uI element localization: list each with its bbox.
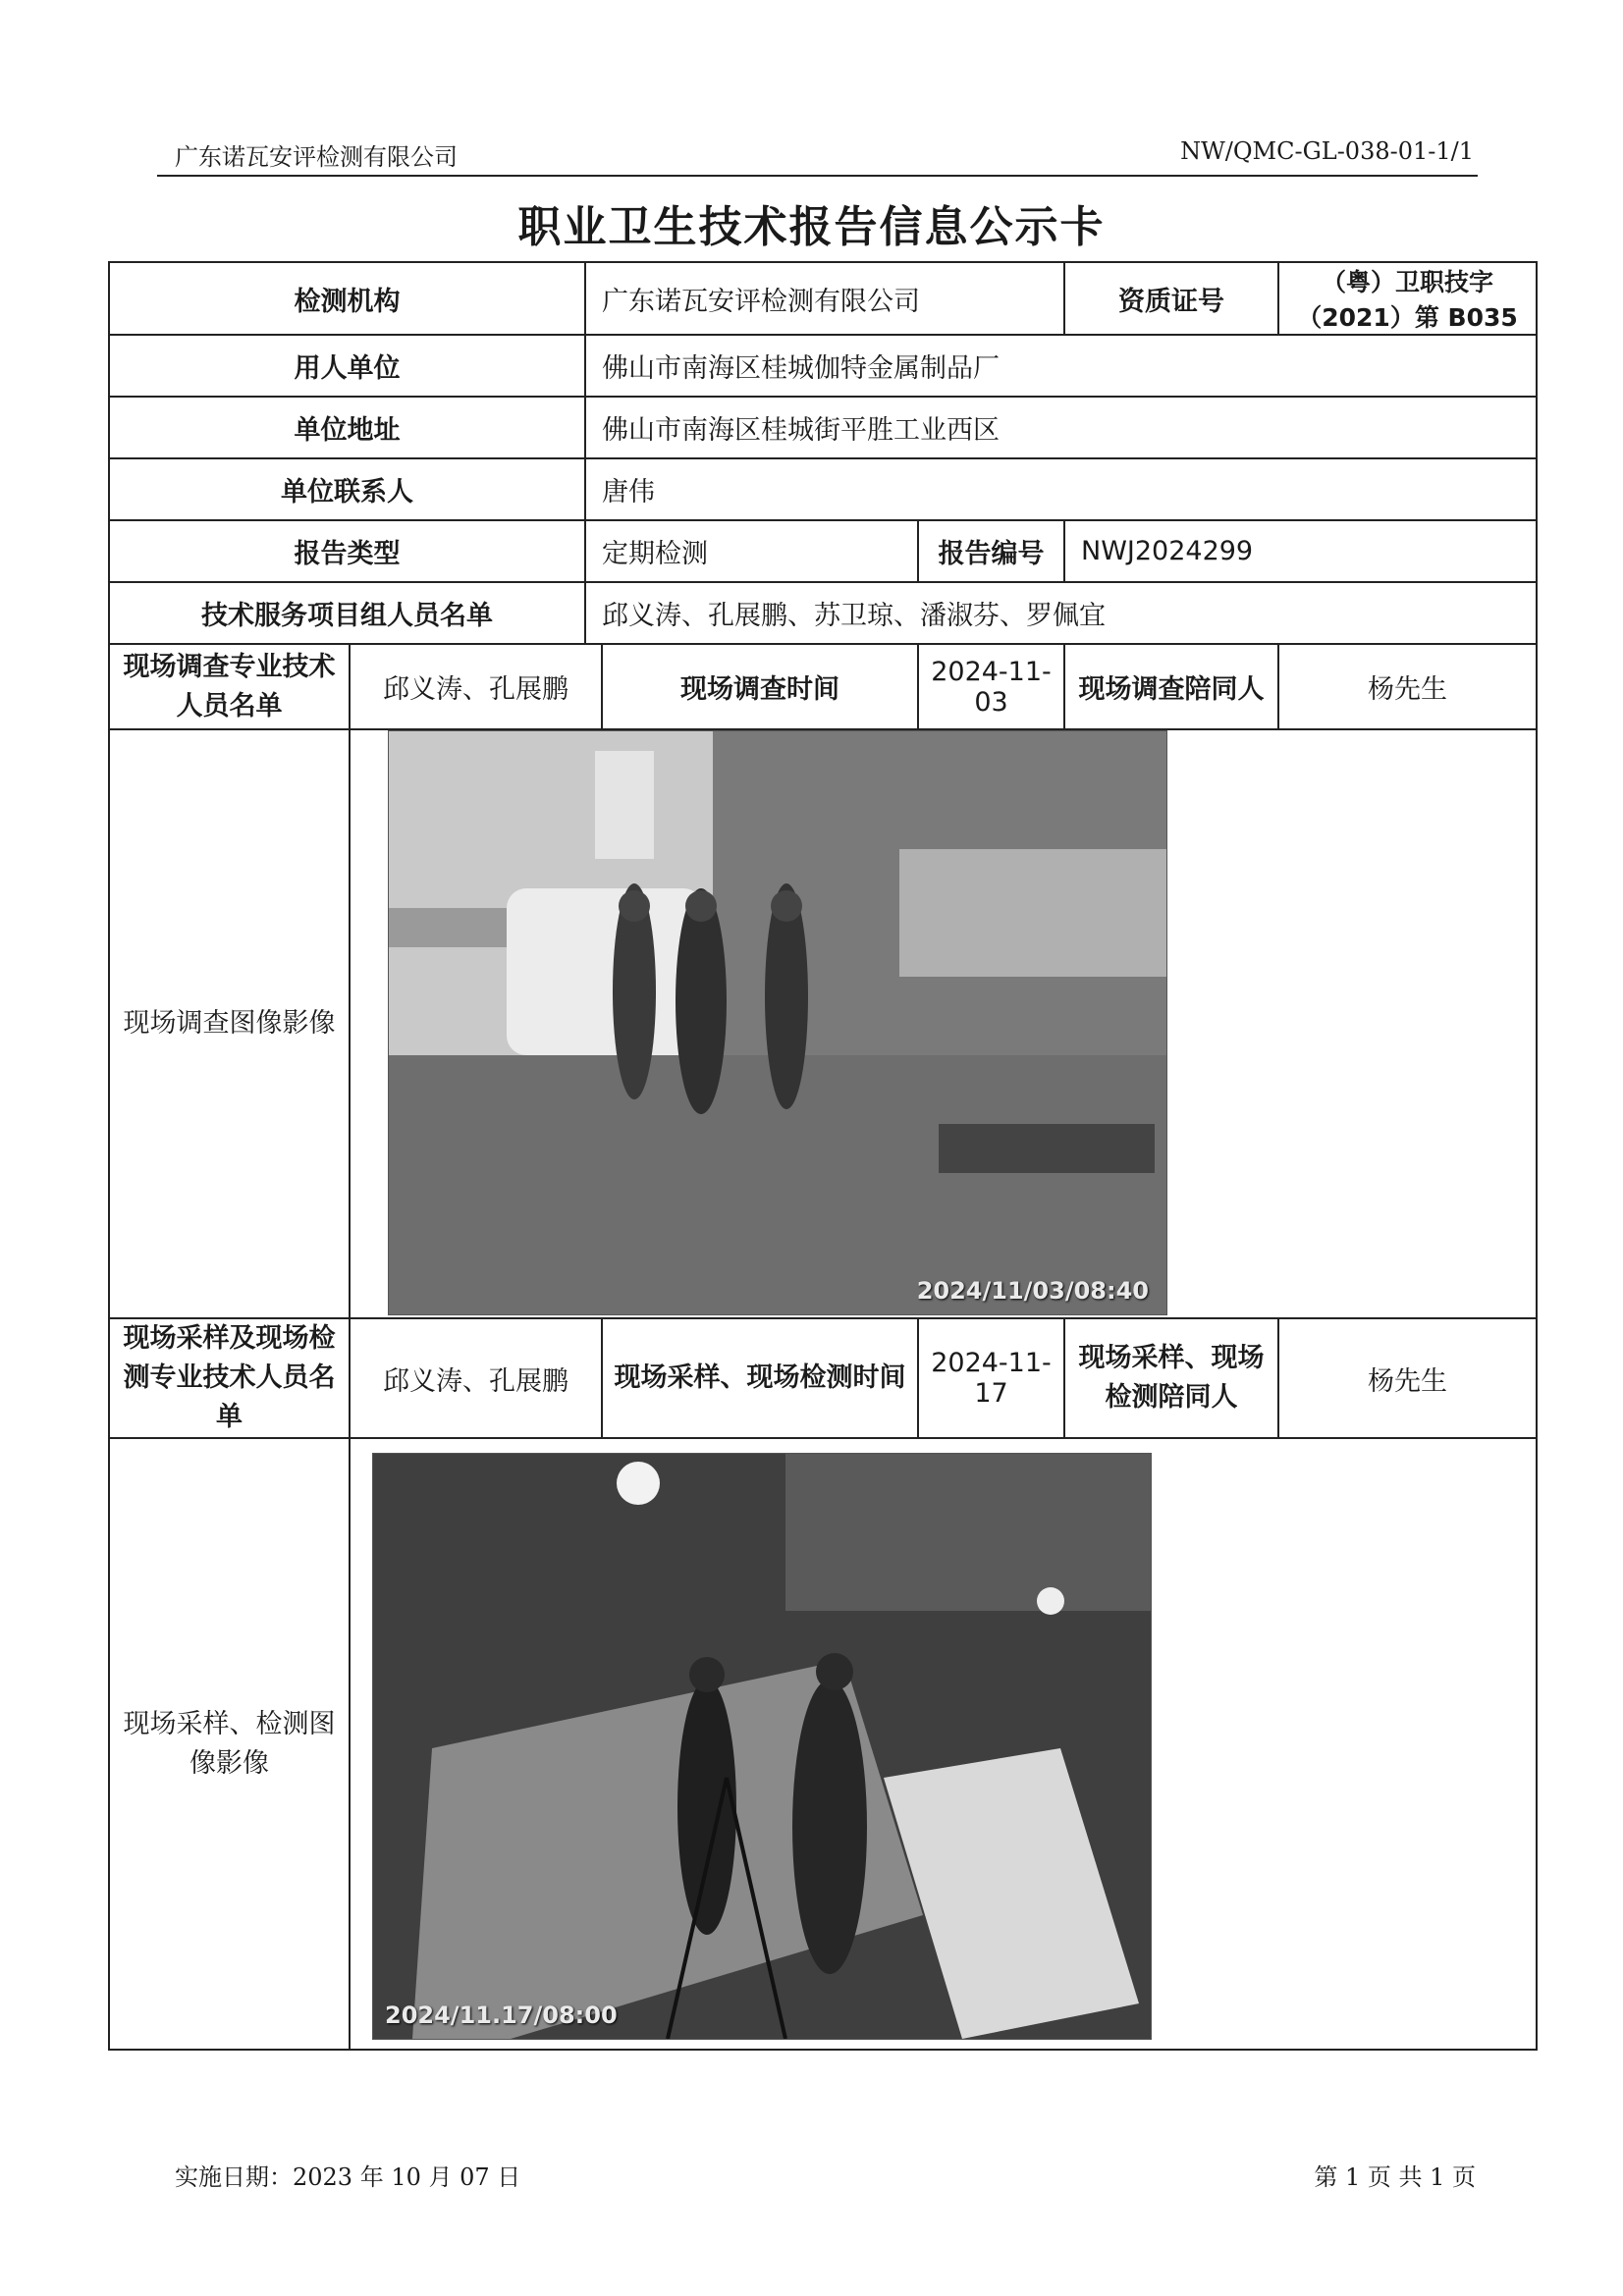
row-team [109, 582, 1537, 644]
sampling-escort-label: 现场采样、现场检测陪同人 [1064, 1318, 1278, 1438]
survey-time-value: 2024-11-03 [918, 644, 1064, 729]
address-value: 佛山市南海区桂城街平胜工业西区 [585, 397, 1537, 458]
survey-photo-cell [350, 729, 1537, 1318]
team-label: 技术服务项目组人员名单 [109, 582, 585, 644]
sampling-photo-timestamp: 2024/11.17/08:00 [385, 2002, 618, 2029]
footer-page-info: 第 1 页 共 1 页 [1314, 2163, 1476, 2191]
address-label: 单位地址 [109, 397, 585, 458]
survey-escort-label: 现场调查陪同人 [1064, 644, 1278, 729]
sampling-staff-label: 现场采样及现场检测专业技术人员名单 [109, 1318, 350, 1438]
institution-value: 广东诺瓦安评检测有限公司 [585, 262, 1064, 335]
row-survey-photo [109, 729, 1537, 1318]
header-divider [157, 175, 1478, 177]
sampling-photo-cell [350, 1438, 1537, 2050]
employer-value: 佛山市南海区桂城伽特金属制品厂 [585, 335, 1537, 397]
survey-photo-label: 现场调查图像影像 [109, 729, 350, 1318]
header-doc-code: NW/QMC-GL-038-01-1/1 [1180, 137, 1474, 165]
team-value: 邱义涛、孔展鹏、苏卫琼、潘淑芬、罗佩宜 [585, 582, 1537, 644]
report-no-label: 报告编号 [918, 520, 1064, 582]
footer-effective-date: 实施日期：2023 年 10 月 07 日 [175, 2163, 521, 2191]
sampling-time-value: 2024-11-17 [918, 1318, 1064, 1438]
report-no-value: NWJ2024299 [1064, 520, 1537, 582]
row-report-type [109, 520, 1537, 582]
employer-label: 用人单位 [109, 335, 585, 397]
row-sampling [109, 1318, 1537, 1438]
row-contact [109, 458, 1537, 520]
info-card-table [108, 261, 1538, 2051]
sampling-photo-illustration [373, 1454, 1151, 2039]
survey-site-photo [388, 730, 1167, 1315]
sampling-photo-label: 现场采样、检测图像影像 [109, 1438, 350, 2050]
report-type-label: 报告类型 [109, 520, 585, 582]
survey-staff-value: 邱义涛、孔展鹏 [350, 644, 602, 729]
survey-photo-illustration [389, 731, 1166, 1314]
cert-value: （粤）卫职技字（2021）第 B035 [1278, 262, 1537, 335]
row-survey [109, 644, 1537, 729]
sampling-escort-value: 杨先生 [1278, 1318, 1537, 1438]
page-title: 职业卫生技术报告信息公示卡 [517, 202, 1106, 252]
cert-label: 资质证号 [1064, 262, 1278, 335]
institution-label: 检测机构 [109, 262, 585, 335]
header-company: 广东诺瓦安评检测有限公司 [175, 143, 458, 171]
survey-escort-value: 杨先生 [1278, 644, 1537, 729]
row-institution [109, 262, 1537, 335]
sampling-site-photo [372, 1453, 1152, 2040]
sampling-time-label: 现场采样、现场检测时间 [602, 1318, 918, 1438]
contact-label: 单位联系人 [109, 458, 585, 520]
survey-time-label: 现场调查时间 [602, 644, 918, 729]
report-type-value: 定期检测 [585, 520, 918, 582]
sampling-staff-value: 邱义涛、孔展鹏 [350, 1318, 602, 1438]
contact-value: 唐伟 [585, 458, 1537, 520]
row-address [109, 397, 1537, 458]
row-sampling-photo [109, 1438, 1537, 2050]
survey-photo-timestamp: 2024/11/03/08:40 [916, 1277, 1149, 1305]
survey-staff-label: 现场调查专业技术人员名单 [109, 644, 350, 729]
row-employer [109, 335, 1537, 397]
